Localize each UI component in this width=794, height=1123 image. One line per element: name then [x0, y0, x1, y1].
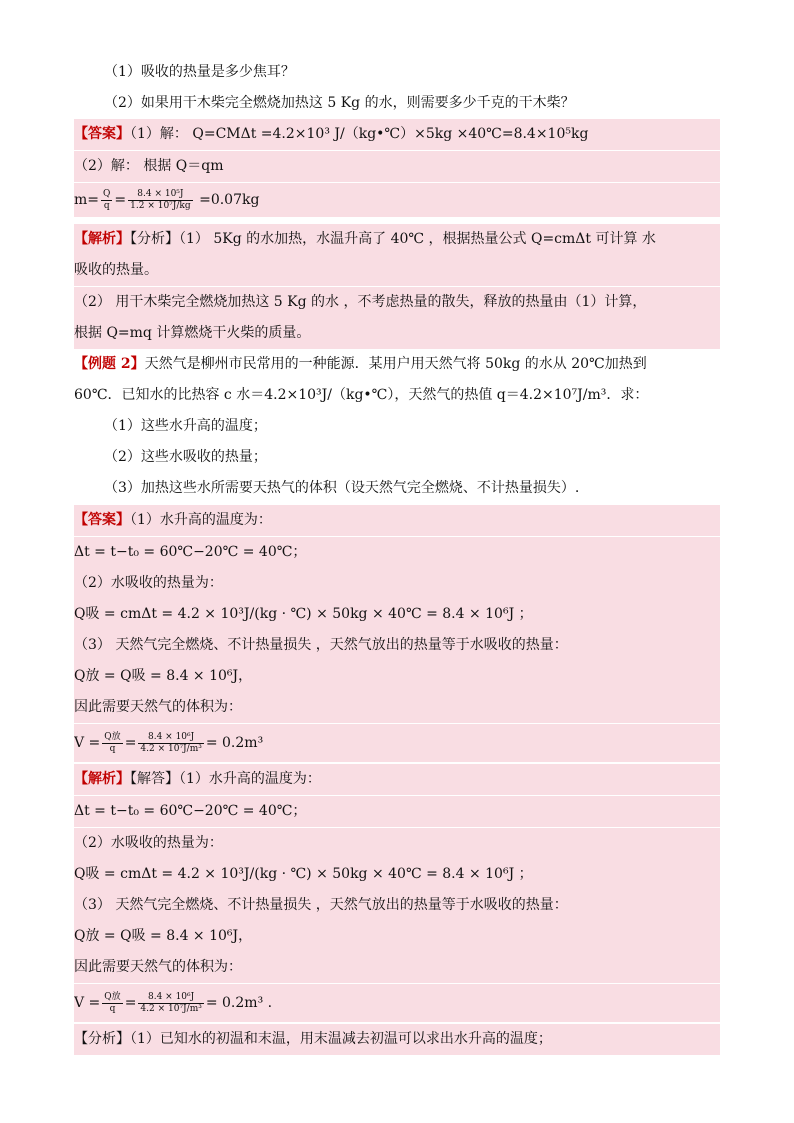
- fraction-numerator: Q放: [104, 731, 121, 742]
- fraction-denominator: q: [103, 200, 110, 211]
- equals: =: [124, 995, 137, 1011]
- formula-prefix: V =: [74, 995, 101, 1011]
- fraction-denominator: 4.2 × 10⁷J/m³: [140, 1003, 202, 1014]
- fraction-numerator: Q放: [104, 991, 121, 1002]
- question-1: （1）吸收的热量是多少焦耳？: [104, 64, 295, 80]
- question-2: （2）如果用干木柴完全燃烧加热这 5 Kg 的水，则需要多少千克的干木柴？: [104, 95, 575, 111]
- analysis-1-line-3: （2） 用干木柴完全燃烧加热这 5 Kg 的水 ，不考虑热量的散失，释放的热量由（1）计算，: [74, 287, 720, 318]
- analysis-2-line-9: 【分析】（1）已知水的初温和末温，用末温减去初温可以求出水升高的温度；: [74, 1024, 720, 1055]
- formula-result: = 0.2m³: [205, 735, 264, 751]
- fraction-denominator: 4.2 × 10⁷J/m³: [140, 743, 202, 754]
- fraction: [138, 992, 203, 1015]
- equals: =: [114, 192, 127, 208]
- analysis-2-line-4: Q吸 = cmΔt = 4.2 × 10³J/(kg · ℃) × 50kg × 40℃ = 8.4 × 10⁶J ；: [74, 859, 720, 890]
- answer-2-line-5: （3） 天然气完全燃烧、不计热量损失 ，天然气放出的热量等于水吸收的热量：: [74, 630, 720, 661]
- formula-prefix: V =: [74, 735, 101, 751]
- answer-text: （1）水升高的温度为：: [130, 512, 272, 528]
- answer-2-line-1: [74, 505, 720, 536]
- fraction: [138, 732, 203, 755]
- fraction-numerator: 8.4 × 10⁶J: [138, 732, 203, 744]
- answer-2-line-3: （2）水吸收的热量为：: [74, 568, 720, 599]
- answer-2-line-4: Q吸 = cmΔt = 4.2 × 10³J/(kg · ℃) × 50kg × 40℃ = 8.4 × 10⁶J ；: [74, 599, 720, 630]
- analysis-2-line-8: [74, 984, 720, 1022]
- analysis-2-line-6: Q放 = Q吸 = 8.4 × 10⁶J，: [74, 921, 720, 952]
- analysis-tag: 【解析】: [74, 231, 130, 247]
- example-2-line-1: [74, 349, 720, 380]
- answer-2-line-6: Q放 = Q吸 = 8.4 × 10⁶J，: [74, 661, 720, 692]
- answer-1-line-1: [74, 119, 720, 150]
- analysis-1-line-1: [74, 224, 720, 255]
- analysis-text: 【分析】（1） 5Kg 的水加热，水温升高了 40℃ ，根据热量公式 Q=cmΔt 可计算 水: [130, 231, 656, 247]
- fraction: [101, 189, 112, 212]
- example-tag: 【例题 2】: [74, 356, 145, 372]
- example-2-line-2: 60℃．已知水的比热容 c 水＝4.2×10³J/（kg•℃），天然气的热值 q＝4.2×10⁷J/m³．求：: [74, 387, 649, 403]
- analysis-2-line-2: Δt = t−t₀ = 60℃−20℃ = 40℃；: [74, 796, 720, 827]
- example-2-question-3: （3）加热这些水所需要天热气的体积（设天然气完全燃烧、不计热量损失）.: [104, 480, 580, 496]
- analysis-tag: 【解析】: [74, 771, 130, 787]
- fraction: [102, 992, 122, 1015]
- fraction: [128, 189, 193, 212]
- fraction: [102, 732, 122, 755]
- example-2-question-1: （1）这些水升高的温度；: [104, 418, 267, 434]
- answer-1-line-2: （2）解： 根据 Q＝qm: [74, 151, 720, 182]
- formula-prefix: m=: [74, 192, 100, 208]
- fraction-numerator: 8.4 × 10⁵J: [128, 189, 193, 201]
- analysis-2-line-3: （2）水吸收的热量为：: [74, 828, 720, 859]
- formula-result: =0.07kg: [194, 192, 260, 208]
- fraction-numerator: Q: [103, 188, 111, 199]
- formula-result: = 0.2m³ .: [205, 995, 273, 1011]
- answer-tag: 【答案】: [74, 126, 130, 142]
- analysis-2-line-7: 因此需要天然气的体积为：: [74, 952, 720, 983]
- answer-2-line-2: Δt = t−t₀ = 60℃−20℃ = 40℃；: [74, 537, 720, 568]
- equals: =: [124, 735, 137, 751]
- analysis-1-line-4: 根据 Q=mq 计算燃烧干火柴的质量。: [74, 318, 720, 349]
- example-2-question-2: （2）这些水吸收的热量；: [104, 449, 267, 465]
- analysis-1-line-2: 吸收的热量。: [74, 255, 720, 286]
- example-text: 天然气是柳州市民常用的一种能源．某用户用天然气将 50kg 的水从 20℃加热到: [144, 356, 647, 372]
- analysis-text: 【解答】（1）水升高的温度为：: [130, 771, 321, 787]
- analysis-2-line-5: （3） 天然气完全燃烧、不计热量损失 ，天然气放出的热量等于水吸收的热量：: [74, 890, 720, 921]
- fraction-numerator: 8.4 × 10⁶J: [138, 992, 203, 1004]
- answer-tag: 【答案】: [74, 512, 130, 528]
- fraction-denominator: q: [109, 1003, 116, 1014]
- answer-2-line-8: [74, 724, 720, 762]
- answer-2-line-7: 因此需要天然气的体积为：: [74, 692, 720, 723]
- fraction-denominator: q: [109, 743, 116, 754]
- answer-1-line-3: [74, 183, 720, 217]
- answer-text: （1）解： Q=CMΔt =4.2×10³ J/（kg•℃）×5kg ×40℃=8.4×10⁵kg: [130, 126, 589, 142]
- fraction-denominator: 1.2 × 10⁷J/kg: [130, 200, 191, 211]
- analysis-2-line-1: [74, 764, 720, 795]
